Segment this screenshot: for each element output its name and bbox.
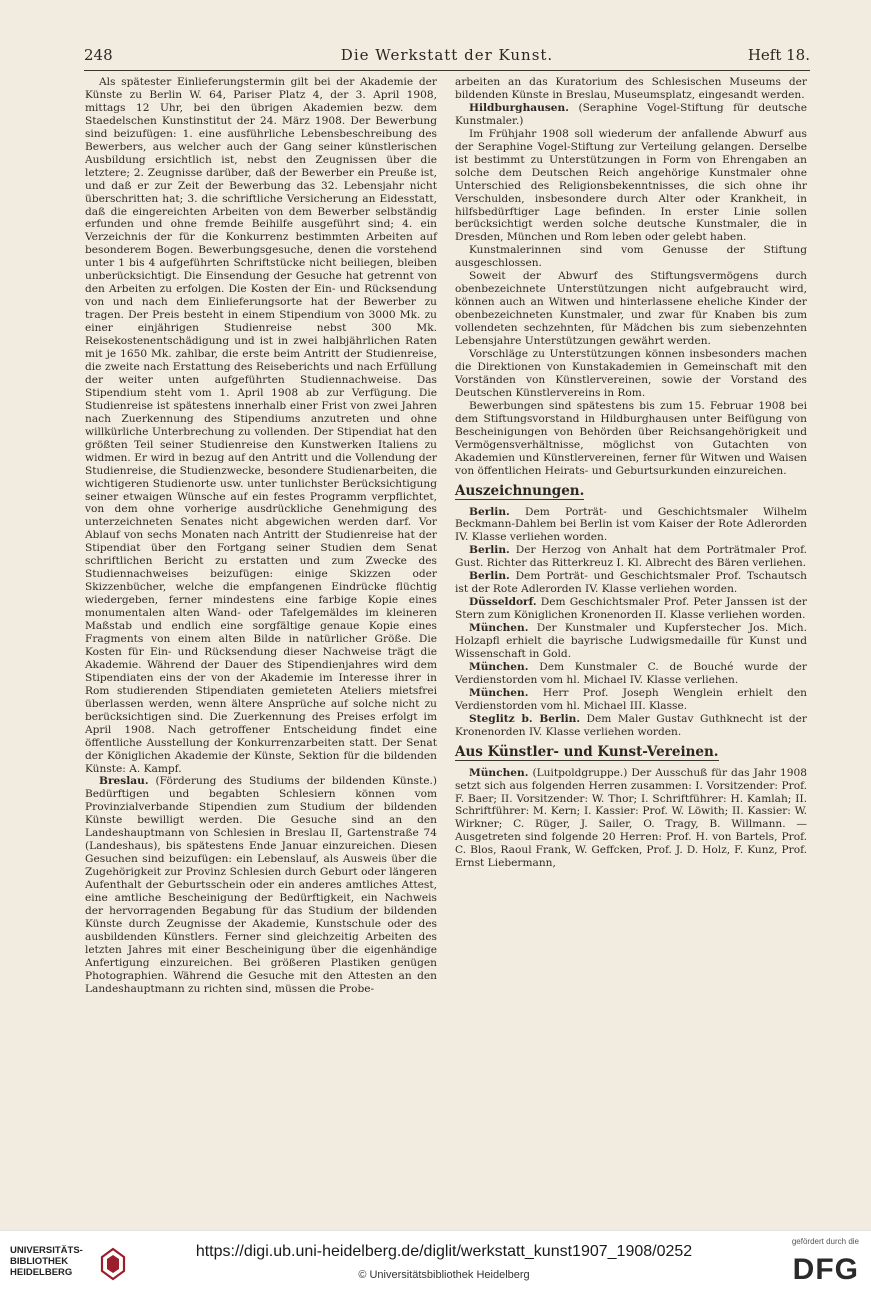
award-place: München.: [469, 622, 529, 635]
stiftung-paragraph-3: Soweit der Abwurf des Stiftungsvermögens durch obenbezeichnete Unterstützungen nicht aufgebraucht wird, können auch an Witwen und hinterlassene eheliche Kinder der obenbezeichneten Kunstmaler, und zwar für Knaben bis zum vollendeten sechzehnten, für Mädchen bis zum siebenzehnten Lebensjahre Unterstützungen gewährt werden.: [455, 270, 807, 348]
dfg-logo[interactable]: [749, 1237, 859, 1291]
award-item: [455, 713, 807, 739]
award-place: München.: [469, 660, 529, 673]
stiftung-paragraph-5: Bewerbungen sind spätestens bis zum 15. Februar 1908 bei dem Stiftungsvorstand in Hildburghausen unter Beifügung von Bescheinigungen von Behörden über Reichsangehörigkeit und Vermögensverhältnisse, möglichst von Gutachten von Akademien und Künstlervereinen, ferner für Witwen und Waisen von öffentlichen Heirats- und Geburtsurkunden einzureichen.: [455, 399, 807, 477]
award-item: [455, 622, 807, 661]
viewer-footer: [0, 1230, 871, 1295]
award-item: [455, 661, 807, 687]
library-logo[interactable]: [10, 1245, 160, 1285]
section-heading-vereine: Aus Künstler- und Kunst-Vereinen.: [455, 743, 719, 760]
award-text: Der Herzog von Anhalt hat dem Porträtmaler Prof. Gust. Richter das Ritterkreuz I. Kl. Albrecht des Bären verliehen.: [455, 544, 807, 570]
award-item: [455, 506, 807, 545]
library-name: UNIVERSITÄTS- BIBLIOTHEK HEIDELBERG: [10, 1245, 83, 1278]
award-place: Berlin.: [469, 570, 510, 583]
award-place: Steglitz b. Berlin.: [469, 712, 581, 725]
award-item: [455, 596, 807, 622]
award-text: Dem Maler Gustav Guthknecht ist der Kronenorden IV. Klasse verliehen worden.: [455, 712, 807, 738]
running-header: [84, 44, 810, 71]
award-text: Der Kunstmaler und Kupferstecher Jos. Mich. Holzapfl erhielt die bayrische Ludwigsmedaille für Kunst und Wissenschaft in Gold.: [455, 622, 807, 660]
award-place: Berlin.: [469, 544, 510, 557]
continued-paragraph: arbeiten an das Kuratorium des Schlesischen Museums der bildenden Künste in Breslau, Museumsplatz, eingesandt werden.: [455, 76, 807, 101]
sponsor-label: gefördert durch die: [791, 1237, 859, 1246]
hildburghausen-subtitle: (Seraphine Vogel-Stiftung für deutsche Kunstmaler.): [455, 101, 807, 127]
verein-place: München.: [469, 766, 529, 779]
hildburghausen-heading: Hildburghausen.: [469, 101, 569, 114]
award-place: Düsseldorf.: [469, 596, 537, 609]
page-number: 248: [84, 46, 113, 64]
award-text: Dem Porträt- und Geschichtsmaler Wilhelm Beckmann-Dahlem bei Berlin ist vom Kaiser der Rote Adlerorden IV. Klasse verliehen worden.: [455, 505, 808, 544]
breslau-heading: Breslau.: [99, 775, 149, 788]
verein-text: (Luitpoldgruppe.) Der Ausschuß für das Jahr 1908 setzt sich aus folgenden Herren zusammen: I. Vorsitzender: Prof. F. Baer; II. Vorsitzender: W. Thor; I. Schriftführer: H. Kamlah; II. Schriftführer: M. Kern; I. Kassier: Prof. W. Löwith; II. Kassier: W. Wirkner; C. Rüger, J. Sailer, O. Tragy, B. Willmann. — Ausgetreten sind folgende 20 Herren: Prof. H. von Bartels, Prof. C. Blos, Raoul Frank, W. Geffcken, Prof. J. D. Holz, F. Kunz, Prof. Ernst Liebermann,: [455, 766, 807, 870]
award-item: [455, 687, 807, 713]
journal-title: Die Werkstatt der Kunst.: [340, 46, 554, 64]
breslau-text: (Förderung des Studiums der bildenden Künste.) Bedürftigen und begabten Schlesiern können vom Provinzialverbande Stipendien zum Studium der bildenden Künste bewilligt werden. Die Gesuche sind an den Landeshauptmann von Schlesien in Breslau II, Gartenstraße 74 (Landeshaus), bis spätestens Ende Januar einzureichen. Diesen Gesuchen sind beizufügen: ein Lebenslauf, als Ausweis über die Zugehörigkeit zur Provinz Schlesien durch Geburt oder längeren Aufenthalt der Geburtsschein oder ein anderes amtliches Attest, eine amtliche Bescheinigung der Bedürftigkeit, ein Nachweis der hervorragenden Begabung für das Studium der bildenden Künste durch Zeugnisse der Akademie, Kunstschule oder des ausbildenden Künstlers. Ferner sind gleichzeitig Arbeiten des letzten Jahres mit einer Bescheinigung über die eigenhändige Anfertigung einzureichen. Bei größeren Plastiken genügen Photographien. Während die Gesuche mit den Attesten an den Landeshauptmann zu richten sind, müssen die Probe-: [85, 775, 437, 995]
award-text: Dem Geschichtsmaler Prof. Peter Janssen ist der Stern zum Königlichen Kronenorden II. Klasse verliehen worden.: [455, 596, 807, 622]
permalink-url[interactable]: https://digi.ub.uni-heidelberg.de/diglit/werkstatt_kunst1907_1908/0252: [195, 1243, 693, 1260]
award-text: Dem Kunstmaler C. de Bouché wurde der Verdienstorden vom hl. Michael IV. Klasse verliehen.: [455, 660, 807, 686]
stiftung-paragraph-4: Vorschläge zu Unterstützungen können insbesonders machen die Direktionen von Kunstakademien in Gemeinschaft mit den Vorständen von Künstlervereinen, sowie der Vorstand des Deutschen Künstlervereins in Rom.: [455, 348, 807, 399]
issue-number: Heft 18.: [747, 46, 810, 64]
award-place: München.: [469, 686, 529, 699]
breslau-paragraph: [85, 775, 437, 995]
left-column: [85, 76, 437, 996]
award-place: Berlin.: [469, 505, 510, 518]
stiftung-paragraph-2: Kunstmalerinnen sind vom Genusse der Stiftung ausgeschlossen.: [455, 244, 807, 270]
hildburghausen-paragraph: [455, 102, 807, 128]
copyright-notice: © Universitätsbibliothek Heidelberg: [358, 1269, 530, 1281]
award-text: Dem Porträt- und Geschichtsmaler Prof. Tschautsch ist der Rote Adlerorden IV. Klasse verliehen worden.: [455, 570, 807, 596]
verein-item: [455, 767, 807, 871]
award-text: Herr Prof. Joseph Wenglein erhielt den Verdienstorden vom hl. Michael III. Klasse.: [455, 686, 807, 712]
stiftung-paragraph: Im Frühjahr 1908 soll wiederum der anfallende Abwurf aus der Seraphine Vogel-Stiftung zur Verteilung gelangen. Derselbe ist bestimmt zu Unterstützungen in Form von Ehrengaben an solche dem Deutschen Reich angehörige Kunstmaler ohne Unterschied des Religionsbekenntnisses, die sich ohne ihr Verschulden, insbesondere durch Alter oder Krankheit, in hilfsbedürftiger Lage befinden. In erster Linie sollen berücksichtigt werden solche deutsche Kunstmaler, die in Dresden, München und Rom leben oder gelebt haben.: [455, 127, 807, 244]
award-item: [455, 570, 807, 596]
library-crest-icon: [100, 1247, 126, 1281]
akademie-paragraph: Als spätester Einlieferungstermin gilt bei der Akademie der Künste zu Berlin W. 64, Pariser Platz 4, der 3. April 1908, mittags 12 Uhr, bei den übrigen Akademien bezw. dem Staedelschen Kunstinstitut der 24. März 1908. Der Bewerbung sind beizufügen: 1. eine ausführliche Lebensbeschreibung des Bewerbers, aus welcher auch der Gang seiner künstlerischen Ausbildung ersichtlich ist, nebst den Zeugnissen über die letztere; 2. Zeugnisse darüber, daß der Bewerber ein Preuße ist, und daß er zur Zeit der Bewerbung das 32. Lebensjahr nicht überschritten hat; 3. die schriftliche Versicherung an Eidesstatt, daß die eingereichten Arbeiten von dem Bewerber selbständig erfunden und ohne fremde Beihilfe ausgeführt sind; 4. ein Verzeichnis der für die Konkurrenz bestimmten Arbeiten auf besonderem Bogen. Bewerbungsgesuche, denen die vorstehend unter 1 bis 4 aufgeführten Schriftstücke nicht beiliegen, bleiben unberücksichtigt. Die Einsendung der Gesuche hat getrennt von den Arbeiten zu erfolgen. Die Kosten der Ein- und Rücksendung von und nach dem Einlieferungsorte hat der Bewerber zu tragen. Der Preis besteht in einem Stipendium von 3000 Mk. zu einer einjährigen Studienreise nebst 300 Mk. Reisekostenentschädigung und ist in zwei halbjährlichen Raten mit je 1650 Mk. zahlbar, die erste beim Antritt der Studienreise, die zweite nach Erstattung des Reiseberichts und nach Erfüllung der weiter unten aufgeführten Studiennachweise. Das Stipendium steht vom 1. April 1908 ab zur Verfügung. Die Studienreise ist spätestens innerhalb einer Frist von zwei Jahren nach Zuerkennung des Stipendiums anzutreten und ohne willkürliche Unterbrechung zu vollenden. Der Stipendiat hat den größten Teil seiner Studienreise den Kunstwerken Italiens zu widmen. Er wird in bezug auf den Antritt und die Vollendung der Studienreise, die Studienzwecke, besondere Studienarbeiten, die wichtigeren Studienorte usw. unter tunlichster Berücksichtigung seiner etwaigen Wünsche auf ein festes Programm verpflichtet, von dem ohne vorherige ausdrückliche Genehmigung des unterzeichneten Senates nicht abgewichen werden darf. Vor Ablauf von sechs Monaten nach Antritt der Studienreise hat der Stipendiat über den Fortgang seiner Studien dem Senat schriftlichen Bericht zu erstatten und zum Zwecke des Studiennachweises beizufügen: einige Skizzen oder Skizzenbücher, welche die empfangenen Eindrücke flüchtig wiedergeben, ferner mindestens eine farbige Kopie eines monumentalen alten Wand- oder Tafelgemäldes im kleineren Maßstab und endlich eine sorgfältige genaue Kopie eines Fragments von einem alten Bilde in natürlicher Größe. Die Kosten für Ein- und Rücksendung dieser Nachweise trägt die Akademie. Während der Dauer des Stipendienjahres wird dem Stipendiaten eins der von der Akademie im Interesse ihrer in Rom studierenden Stipendiaten gemieteten Ateliers mietsfrei überlassen werden, wenn ältere Ansprüche auf solche nicht zu berücksichtigen sind. Die Zuerkennung des Preises erfolgt im April 1908. Nach getroffener Entscheidung findet eine öffentliche Ausstellung der Konkurrenzarbeiten statt. Der Senat der Königlichen Akademie der Künste, Sektion für die bildenden Künste: A. Kampf.: [85, 76, 437, 775]
right-column: [455, 76, 807, 870]
section-heading-auszeichnungen: Auszeichnungen.: [455, 482, 585, 499]
award-item: [455, 544, 807, 570]
sponsor-name: DFG: [792, 1253, 859, 1286]
